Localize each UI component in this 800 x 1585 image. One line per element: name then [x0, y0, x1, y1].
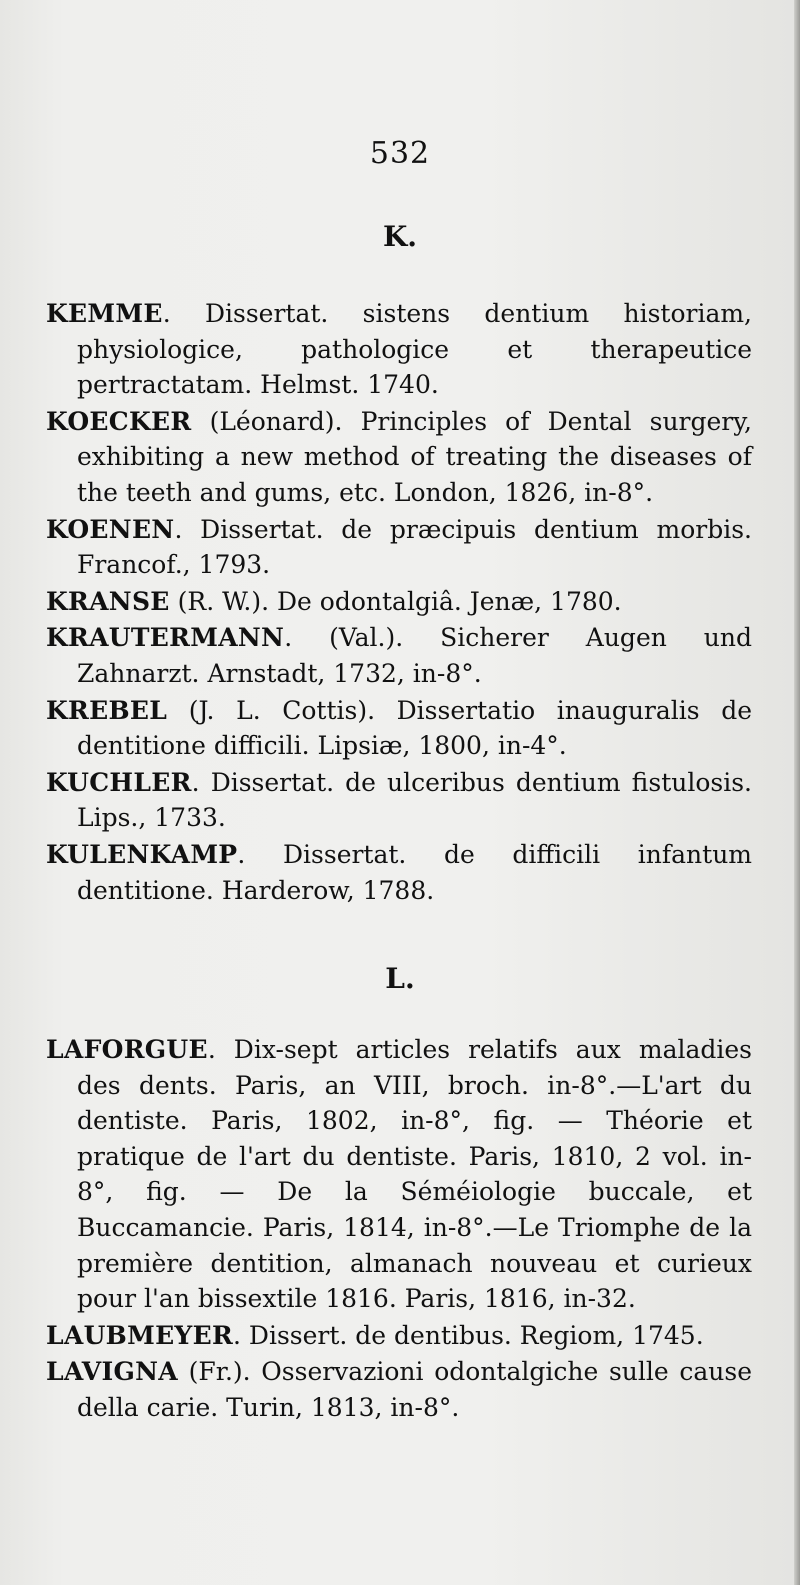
entry-author: KRANSE — [46, 586, 170, 616]
bibliography-entry — [46, 837, 752, 908]
entry-text: . Dissertat. sistens dentium historiam, physiologice, pathologice et therapeutice pertractatam. Helmst. 1740. — [77, 299, 752, 400]
entries-list-l — [46, 1032, 752, 1427]
entry-text: . Dissertat. de difficili infantum dentitione. Harderow, 1788. — [77, 839, 752, 905]
entry-text: . (Val.). Sicherer Augen und Zahnarzt. Arnstadt, 1732, in-8°. — [77, 623, 752, 688]
entry-author: LAUBMEYER — [46, 1320, 234, 1350]
bibliography-entry — [46, 584, 752, 620]
entry-author: KULENKAMP — [46, 839, 238, 869]
bibliography-entry — [46, 1032, 752, 1317]
section-heading-l: L. — [385, 962, 415, 995]
entry-text: (J. L. Cottis). Dissertatio inauguralis de dentitione difficili. Lipsiæ, 1800, in-4°. — [77, 695, 752, 761]
entry-author: KRAUTERMANN — [46, 623, 285, 653]
bibliography-entry — [46, 620, 752, 691]
entry-text: (Léonard). Principles of Dental surgery, exhibiting a new method of treating the diseases of the teeth and gums, etc. London, 1826, in-8°. — [77, 406, 752, 507]
entry-author: KOECKER — [46, 406, 192, 436]
entry-text: (R. W.). De odontalgiâ. Jenæ, 1780. — [169, 586, 622, 616]
entry-text: . Dissertat. de præcipuis dentium morbis. Francof., 1793. — [77, 514, 752, 580]
entry-author: KOENEN — [46, 514, 175, 544]
bibliography-entry — [46, 765, 752, 836]
entry-author: LAVIGNA — [46, 1357, 178, 1387]
entry-text: . Dix-sept articles relatifs aux maladies des dents. Paris, an VIII, broch. in-8°.—L'art du dentiste. Paris, 1802, in-8°, fig. — Théorie et pratique de l'art du dentiste. Paris, 1810, 2 vol. in-8°, fig. — De la Séméiologie buccale, et Buccamancie. Paris, 1814, in-8°.—Le Triomphe de la première dentition, almanach nouveau et curieux pour l'an bissextile 1816. Paris, 1816, in-32. — [77, 1035, 752, 1314]
entry-text: (Fr.). Osservazioni odontalgiche sulle cause della carie. Turin, 1813, in-8°. — [77, 1357, 752, 1422]
bibliography-entry — [46, 512, 752, 583]
page-number: 532 — [369, 136, 431, 171]
entry-author: KEMME — [46, 299, 163, 328]
entry-text: . Dissert. de dentibus. Regiom, 1745. — [233, 1320, 704, 1350]
bibliography-entry — [46, 1318, 752, 1354]
bibliography-entry — [46, 1354, 752, 1425]
entry-author: LAFORGUE — [46, 1035, 208, 1064]
entries-list-k — [46, 296, 752, 909]
bibliography-entry — [46, 693, 752, 764]
bibliography-entry — [46, 296, 752, 403]
entry-author: KREBEL — [46, 695, 168, 725]
bibliography-entry — [46, 404, 752, 511]
entry-text: . Dissertat. de ulceribus dentium fistulosis. Lips., 1733. — [77, 767, 752, 833]
section-heading-k: K. — [382, 220, 418, 253]
entry-author: KUCHLER — [46, 767, 192, 797]
